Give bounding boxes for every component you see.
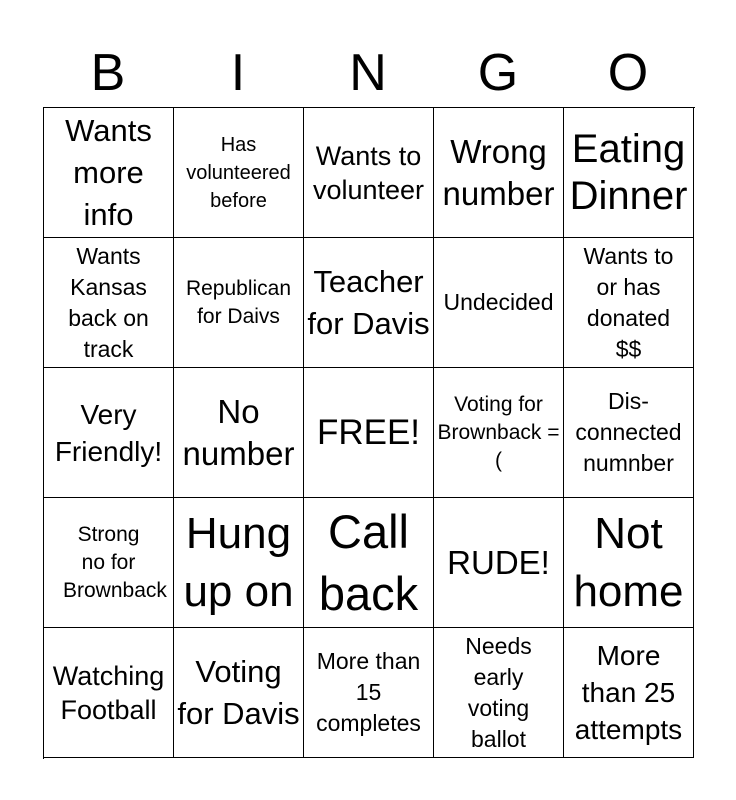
cell-label: Wants more info [65,112,152,232]
cell-label: Has volunteered before [186,133,291,212]
bingo-cell[interactable] [434,368,564,498]
bingo-cell[interactable] [564,368,694,498]
cell-label: No number [182,392,295,472]
cell-label: FREE! [316,413,421,452]
cell-label: Wants to or has donated $$ [583,242,674,362]
bingo-cell[interactable] [434,628,564,758]
cell-label: Republican for Daivs [185,276,292,328]
cell-label: Call back [318,504,419,620]
cell-label: Hung up on [183,508,294,616]
cell-label: RUDE! [447,543,550,581]
cell-label: Voting for Brownback =( [437,392,560,472]
cell-label: Eating Dinner [569,126,688,218]
cell-label: Dis-connected numnber [575,388,682,476]
cell-label: Very Friendly! [54,398,163,467]
header-letter-g: G [477,44,519,102]
bingo-cell[interactable] [44,368,174,498]
bingo-cell[interactable] [564,238,694,368]
bingo-cell[interactable] [304,498,434,628]
bingo-cell[interactable] [174,498,304,628]
cell-label: Teacher for Davis [307,263,430,341]
header-letter-o: O [607,44,649,102]
bingo-cell[interactable] [44,498,174,628]
cell-label: More than 25 attempts [574,640,683,745]
bingo-cell[interactable] [564,108,694,238]
cell-label: Undecided [443,289,554,315]
bingo-cell[interactable] [174,628,304,758]
bingo-cell[interactable] [174,238,304,368]
cell-label: Needs early voting ballot [465,632,532,752]
bingo-cell[interactable] [434,238,564,368]
bingo-cell[interactable] [44,628,174,758]
bingo-cell[interactable] [304,238,434,368]
cell-label: Wrong number [442,132,555,212]
bingo-cell[interactable] [304,108,434,238]
header-letter-n: N [349,44,387,102]
bingo-cell[interactable] [304,628,434,758]
cell-label: Not home [573,508,684,616]
bingo-cell[interactable] [564,628,694,758]
bingo-cell[interactable] [434,498,564,628]
cell-label: Wants Kansas back on track [68,242,149,362]
bingo-cell[interactable] [174,108,304,238]
bingo-header [43,40,693,106]
header-letter-i: I [230,44,246,102]
cell-label: Strong no for Brownback [63,522,167,602]
header-letter-b: B [90,44,126,102]
cell-label: Watching Football [52,660,165,725]
cell-label: More than 15 completes [316,648,421,736]
bingo-cell[interactable] [44,108,174,238]
bingo-cell[interactable] [174,368,304,498]
bingo-cell[interactable] [44,238,174,368]
free-space[interactable] [304,368,434,498]
bingo-cell[interactable] [434,108,564,238]
bingo-cell[interactable] [564,498,694,628]
bingo-board [43,107,695,759]
cell-label: Wants to volunteer [312,140,425,205]
cell-label: Voting for Davis [177,653,300,731]
